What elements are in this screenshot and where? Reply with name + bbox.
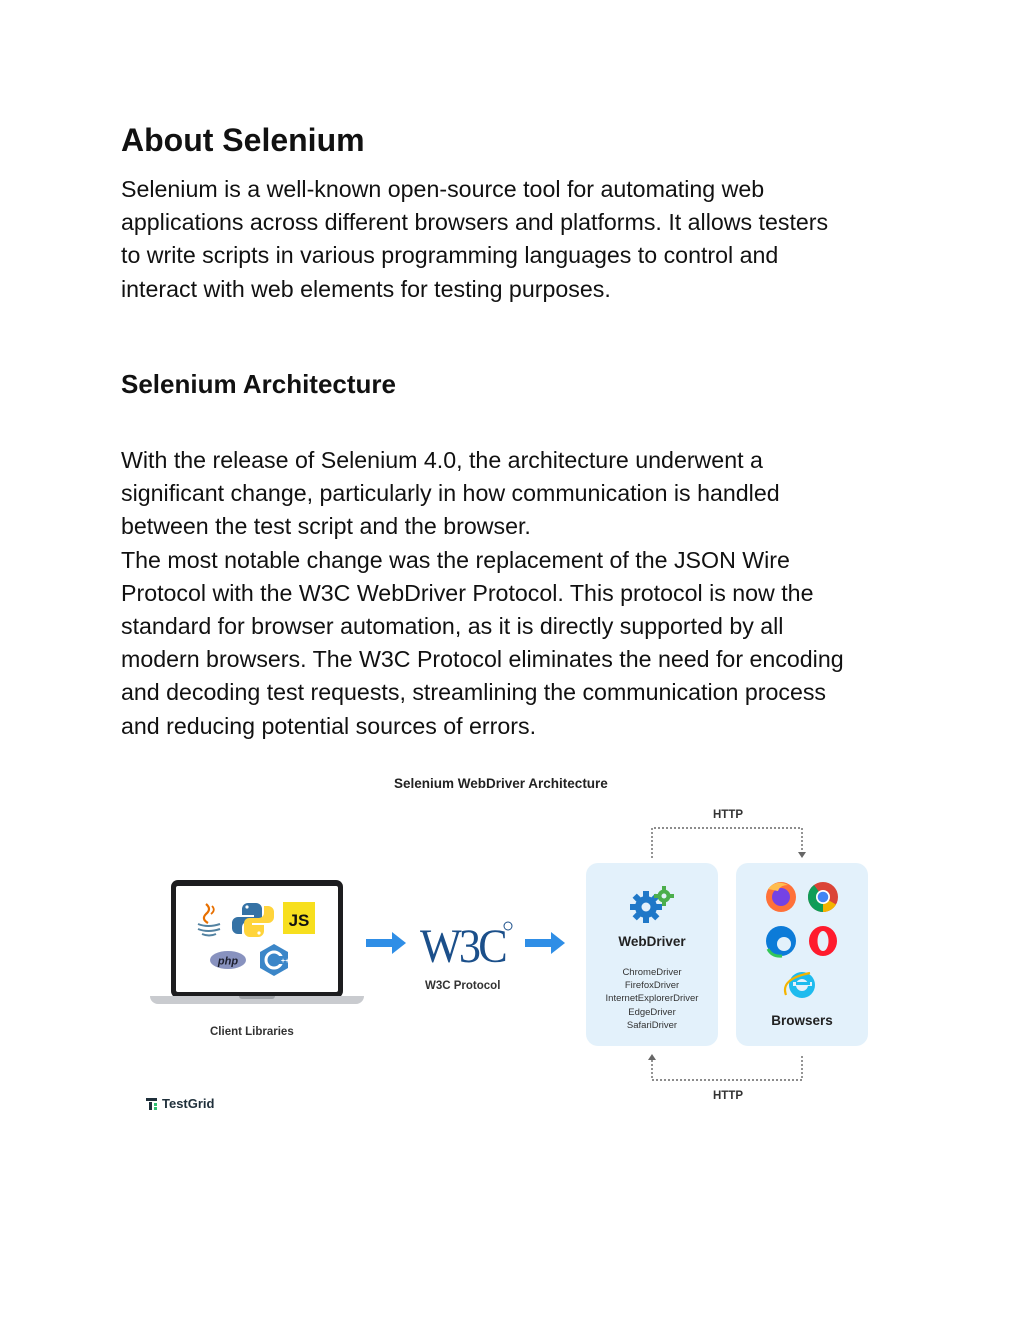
figure-title: Selenium WebDriver Architecture [394, 776, 608, 791]
intro-line: interact with web elements for testing purposes. [121, 275, 611, 302]
driver-list [586, 966, 718, 1032]
body-line: and decoding test requests, streamlining the communication process [121, 679, 827, 706]
arrow-right-icon [366, 932, 408, 954]
body-line: modern browsers. The W3C Protocol eliminates the need for encoding [121, 646, 844, 673]
page-heading: About Selenium [121, 122, 365, 158]
edge-icon [766, 926, 796, 956]
architecture-figure [140, 770, 890, 1120]
testgrid-logo-icon [146, 1098, 159, 1111]
body-line: significant change, particularly in how communication is handled [121, 480, 780, 507]
intro-paragraph [121, 173, 921, 306]
http-top-label: HTTP [713, 809, 744, 821]
http-top-connector [648, 822, 808, 862]
testgrid-brand [146, 1096, 215, 1111]
webdriver-title: WebDriver [618, 934, 686, 949]
cpp-icon [260, 944, 289, 976]
driver-item: SafariDriver [626, 1019, 678, 1031]
body-line: The most notable change was the replacement of the JSON Wire [121, 546, 790, 573]
client-library-icons [176, 886, 338, 992]
driver-item: FirefoxDriver [624, 980, 680, 992]
w3c-logo-icon [420, 918, 516, 968]
gears-icon [626, 885, 678, 925]
intro-line: applications across different browsers and platforms. It allows testers [121, 209, 829, 236]
browsers-card [736, 863, 868, 1046]
ie-icon [785, 972, 815, 998]
intro-line: Selenium is a well-known open-source tool for automating web [121, 176, 765, 202]
laptop-icon [171, 880, 343, 998]
body-line: and reducing potential sources of errors. [121, 712, 537, 739]
section-heading: Selenium Architecture [121, 369, 397, 399]
driver-item: InternetExplorerDriver [605, 993, 699, 1005]
http-bottom-connector [648, 1052, 808, 1086]
browser-icons [762, 877, 846, 1005]
http-bottom-label: HTTP [713, 1090, 744, 1102]
laptop-notch [239, 996, 275, 999]
python-icon [232, 903, 274, 937]
w3c-logo-text: W3C [420, 919, 505, 968]
body-line: between the test script and the browser. [121, 513, 531, 540]
chrome-icon [808, 882, 838, 912]
firefox-icon [766, 882, 796, 912]
js-label: JS [288, 911, 310, 930]
opera-icon [809, 926, 837, 956]
intro-line: to write scripts in various programming languages to control and [121, 242, 779, 269]
java-icon [198, 904, 220, 936]
js-icon [283, 902, 315, 934]
php-label: php [217, 955, 239, 968]
body-line: With the release of Selenium 4.0, the architecture underwent a [121, 447, 763, 473]
architecture-paragraph [121, 444, 921, 743]
driver-item: ChromeDriver [622, 967, 682, 978]
brand-name: TestGrid [162, 1096, 215, 1111]
arrow-right-icon [525, 932, 567, 954]
browsers-title: Browsers [771, 1013, 833, 1028]
body-line: Protocol with the W3C WebDriver Protocol. This protocol is now the [121, 579, 814, 606]
driver-item: EdgeDriver [628, 1006, 676, 1018]
php-icon [210, 951, 246, 969]
w3c-protocol-label: W3C Protocol [425, 980, 501, 992]
svg-text:++: ++ [281, 958, 290, 965]
client-libraries-label: Client Libraries [210, 1026, 294, 1038]
body-line: standard for browser automation, as it is directly supported by all [121, 613, 784, 640]
